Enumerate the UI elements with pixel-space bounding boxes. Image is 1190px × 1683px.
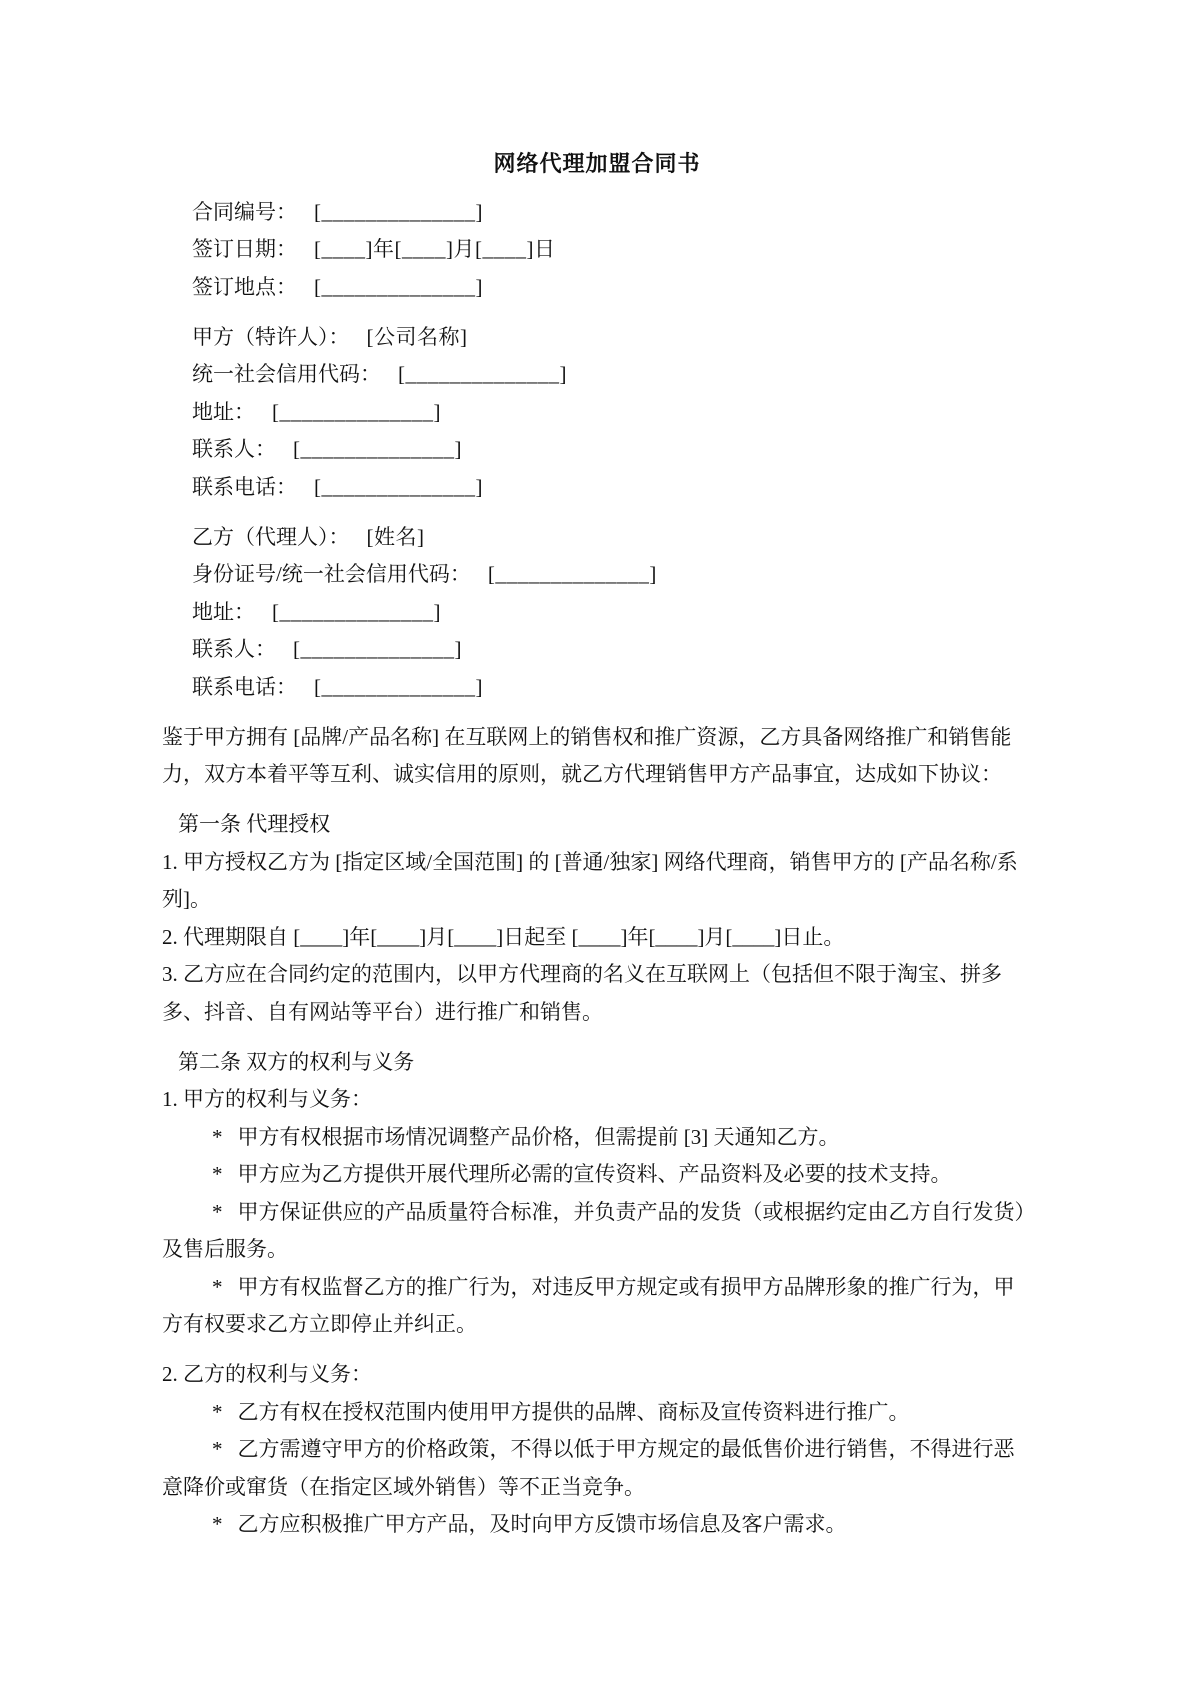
- party-b-contact-label: 联系人：: [192, 637, 276, 661]
- signing-date-field: [____]年[____]月[____]日: [314, 237, 556, 261]
- party-a-name-line: [162, 319, 1032, 357]
- article-1-item-2: 2. 代理期限自 [____]年[____]月[____]日起至 [____]年[____]月[____]日止。: [162, 924, 845, 949]
- party-b-name-line: [162, 519, 1032, 557]
- party-a-contact-line: [162, 431, 1032, 469]
- party-a-address-label: 地址：: [192, 399, 255, 424]
- party-b-name-field: [姓名]: [366, 524, 425, 549]
- signing-date-label: 签订日期：: [192, 237, 297, 261]
- party-a-credit-code-field: [______________]: [398, 362, 567, 386]
- signing-place-line: [162, 269, 1032, 307]
- article-2-sub-2-heading: 2. 乙方的权利与义务：: [162, 1362, 372, 1386]
- contract-number-label: 合同编号：: [192, 199, 297, 224]
- bullet-text: 甲方保证供应的产品质量符合标准，并负责产品的发货（或根据约定由乙方自行发货）及售后服务。: [162, 1199, 1025, 1261]
- party-b-phone-line: [162, 669, 1032, 707]
- party-b-phone-field: [______________]: [314, 674, 483, 699]
- contract-meta-block: [162, 194, 1032, 307]
- party-b-id-field: [______________]: [487, 562, 657, 586]
- party-b-duty-item: [162, 1506, 1032, 1544]
- party-a-phone-label: 联系电话：: [192, 474, 297, 499]
- signing-place-field: [______________]: [314, 274, 483, 299]
- party-a-duty-item: [162, 1194, 1032, 1269]
- bullet-marker: *: [212, 1512, 223, 1536]
- party-b-address-field: [______________]: [272, 599, 441, 624]
- party-b-address-line: [162, 594, 1032, 632]
- preamble-block: [162, 719, 1032, 794]
- article-2-sub-1-heading: 1. 甲方的权利与义务：: [162, 1087, 372, 1111]
- party-a-contact-label: 联系人：: [192, 437, 276, 461]
- signing-place-label: 签订地点：: [192, 274, 297, 299]
- party-a-name-field: [公司名称]: [366, 324, 468, 349]
- bullet-text: 甲方应为乙方提供开展代理所必需的宣传资料、产品资料及必要的技术支持。: [237, 1162, 952, 1186]
- bullet-text: 甲方有权根据市场情况调整产品价格，但需提前 [3] 天通知乙方。: [237, 1124, 840, 1149]
- party-b-phone-label: 联系电话：: [192, 674, 297, 699]
- document-title: 网络代理加盟合同书: [493, 151, 701, 176]
- party-a-duty-item: [162, 1269, 1032, 1344]
- article-2-heading: 第二条 双方的权利与义务: [178, 1049, 415, 1074]
- contract-number-line: [162, 194, 1032, 232]
- party-b-duty-item: [162, 1394, 1032, 1432]
- bullet-marker: *: [212, 1274, 223, 1299]
- bullet-text: 甲方有权监督乙方的推广行为，对违反甲方规定或有损甲方品牌形象的推广行为，甲方有权要求乙方立即停止并纠正。: [162, 1274, 1015, 1336]
- party-b-contact-line: [162, 631, 1032, 669]
- preamble-paragraph: 鉴于甲方拥有 [品牌/产品名称] 在互联网上的销售权和推广资源，乙方具备网络推广和销售能力，双方本着平等互利、诚实信用的原则，就乙方代理销售甲方产品事宜，达成如下协议：: [162, 724, 1012, 786]
- party-b-contact-field: [______________]: [293, 637, 462, 661]
- party-b-address-label: 地址：: [192, 599, 255, 624]
- party-a-duty-item: [162, 1156, 1032, 1194]
- party-a-address-field: [______________]: [272, 399, 441, 424]
- bullet-marker: *: [212, 1437, 223, 1461]
- article-2-party-a-duties-block: [162, 1044, 1032, 1344]
- party-a-duty-item: [162, 1119, 1032, 1157]
- party-a-name-label: 甲方（特许人）：: [192, 324, 350, 349]
- article-1-heading: 第一条 代理授权: [178, 812, 331, 836]
- bullet-marker: *: [212, 1124, 223, 1149]
- bullet-text: 乙方有权在授权范围内使用甲方提供的品牌、商标及宣传资料进行推广。: [237, 1399, 910, 1424]
- party-b-id-line: [162, 556, 1032, 594]
- bullet-marker: *: [212, 1399, 223, 1424]
- article-2-party-b-duties-block: [162, 1356, 1032, 1544]
- bullet-marker: *: [212, 1162, 223, 1186]
- party-a-phone-field: [______________]: [314, 474, 483, 499]
- signing-date-line: [162, 231, 1032, 269]
- contract-number-field: [______________]: [314, 199, 483, 224]
- party-a-contact-field: [______________]: [293, 437, 462, 461]
- party-a-credit-code-line: [162, 356, 1032, 394]
- article-1-item-3: 3. 乙方应在合同约定的范围内，以甲方代理商的名义在互联网上（包括但不限于淘宝、拼多多、抖音、自有网站等平台）进行推广和销售。: [162, 962, 1002, 1024]
- party-b-duty-item: [162, 1431, 1032, 1506]
- party-a-credit-code-label: 统一社会信用代码：: [192, 362, 381, 386]
- party-a-phone-line: [162, 469, 1032, 507]
- party-b-block: [162, 519, 1032, 707]
- bullet-text: 乙方需遵守甲方的价格政策，不得以低于甲方规定的最低售价进行销售，不得进行恶意降价或窜货（在指定区域外销售）等不正当竞争。: [162, 1437, 1015, 1499]
- bullet-text: 乙方应积极推广甲方产品，及时向甲方反馈市场信息及客户需求。: [237, 1512, 847, 1536]
- party-a-address-line: [162, 394, 1032, 432]
- bullet-marker: *: [212, 1199, 223, 1224]
- party-b-id-label: 身份证号/统一社会信用代码：: [192, 562, 471, 586]
- article-1-block: [162, 806, 1032, 1031]
- article-1-item-1: 1. 甲方授权乙方为 [指定区域/全国范围] 的 [普通/独家] 网络代理商，销售甲方的 [产品名称/系列]。: [162, 849, 1018, 911]
- party-a-block: [162, 319, 1032, 507]
- party-b-name-label: 乙方（代理人）：: [192, 524, 350, 549]
